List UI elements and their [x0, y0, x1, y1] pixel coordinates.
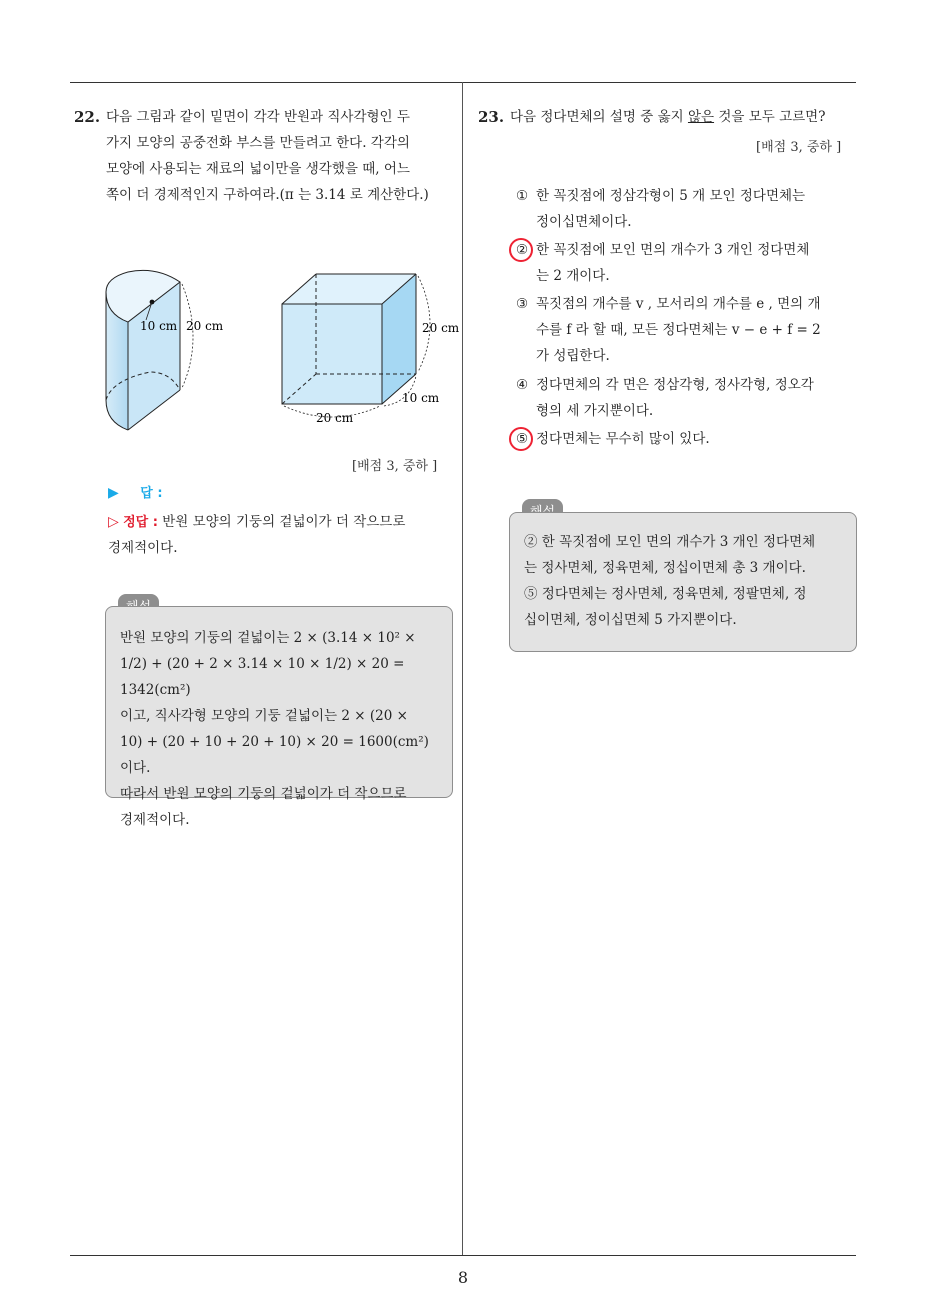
- q22-line: 다음 그림과 같이 밑면이 각각 반원과 직사각형인 두: [106, 109, 410, 125]
- choice-2: [510, 237, 860, 284]
- bottom-rule: [70, 1255, 856, 1256]
- q23-text-before: 다음 정다면체의 설명 중 옳지: [510, 109, 688, 125]
- q23-explanation-text: [524, 529, 846, 633]
- q22-line: 쪽이 더 경제적인지 구하여라.(π 는 3.14 로 계산한다.): [106, 187, 429, 203]
- q23-text-after: 것을 모두 고르면?: [714, 109, 826, 125]
- cylinder-radius-label: 10 cm: [140, 319, 178, 333]
- choice-line: 정다면체는 무수히 많이 있다.: [536, 431, 710, 447]
- half-cylinder-figure: [100, 262, 240, 432]
- box-width-label: 20 cm: [316, 411, 354, 425]
- explain-line: 10) + (20 + 10 + 20 + 10) × 20 = 1600(cm²) 이다.: [120, 734, 429, 776]
- choice-mark: ①: [515, 188, 529, 204]
- answer-label: 답 :: [140, 486, 163, 501]
- explain-line: 는 정사면체, 정육면체, 정십이면체 총 3 개이다.: [524, 560, 806, 576]
- q22-correct-answer: [108, 509, 458, 536]
- q22-number: 22.: [74, 108, 101, 126]
- choice-line: 정다면체의 각 면은 정삼각형, 정사각형, 정오각: [536, 377, 814, 393]
- correct-label: 정답 :: [123, 515, 158, 530]
- cylinder-height-label: 20 cm: [186, 319, 224, 333]
- selected-circle-icon: [509, 238, 533, 262]
- choice-4: [510, 372, 860, 419]
- choice-line: 형의 세 가지뿐이다.: [536, 403, 654, 419]
- choice-mark: ⑤: [510, 426, 534, 452]
- choice-line: 정이십면체이다.: [536, 214, 632, 230]
- choice-line: 수를 f 라 할 때, 모든 정다면체는 v − e + f = 2: [536, 322, 821, 338]
- top-rule: [70, 82, 856, 83]
- q22-score: [배점 3, 중하 ]: [352, 459, 438, 474]
- explain-line: 십이면체, 정이십면체 5 가지뿐이다.: [524, 612, 737, 628]
- choice-5: [510, 426, 860, 452]
- q22-line: 모양에 사용되는 재료의 넓이만을 생각했을 때, 어느: [106, 161, 410, 177]
- column-divider: [462, 82, 463, 1255]
- choice-line: 가 성립한다.: [536, 348, 610, 364]
- page-number: 8: [457, 1268, 469, 1287]
- correct-text-cont: 경제적이다.: [108, 540, 178, 556]
- q22-answer-row: [108, 480, 163, 507]
- explain-line: 이고, 직사각형 모양의 기둥 겉넓이는 2 × (20 ×: [120, 708, 408, 724]
- choice-mark: ③: [515, 296, 529, 312]
- q22-explanation-text: [120, 625, 442, 833]
- q22-explanation-box: [105, 606, 453, 828]
- q23-text-underlined: 않은: [687, 109, 715, 125]
- explain-line: ⑤ 정다면체는 정사면체, 정육면체, 정팔면체, 정: [524, 586, 807, 602]
- explain-line: ② 한 꼭짓점에 모인 면의 개수가 3 개인 정다면체: [524, 534, 816, 550]
- rectangular-box-figure: [270, 264, 470, 434]
- explain-line: 1/2) + (20 + 2 × 3.14 × 10 × 1/2) × 20 = 1342(cm²): [120, 656, 405, 698]
- choice-line: 는 2 개이다.: [536, 268, 610, 284]
- choice-3: [510, 291, 860, 364]
- box-depth-label: 10 cm: [402, 391, 440, 405]
- q23-number: 23.: [478, 108, 505, 126]
- choice-line: 한 꼭짓점에 모인 면의 개수가 3 개인 정다면체: [536, 242, 810, 258]
- box-height-label: 20 cm: [422, 321, 460, 335]
- selected-circle-icon: [509, 427, 533, 451]
- choice-mark: ④: [515, 377, 529, 393]
- explain-line: 반원 모양의 기둥의 겉넓이는 2 × (3.14 × 10² ×: [120, 630, 416, 646]
- choice-1: [510, 183, 860, 230]
- choice-line: 꼭짓점의 개수를 v , 모서리의 개수를 e , 면의 개: [536, 296, 821, 312]
- q23-score: [배점 3, 중하 ]: [756, 140, 842, 155]
- q23-question-text: [510, 104, 860, 130]
- choice-line: 한 꼭짓점에 정삼각형이 5 개 모인 정다면체는: [536, 188, 806, 204]
- correct-text: 반원 모양의 기둥의 겉넓이가 더 작으므로: [162, 514, 406, 530]
- choice-mark: ②: [510, 237, 534, 263]
- q22-question-text: [106, 104, 456, 208]
- explain-line: 경제적이다.: [120, 812, 190, 828]
- play-icon: ▶: [108, 485, 119, 501]
- triangle-right-icon: ▷: [108, 514, 119, 530]
- explain-line: 따라서 반원 모양의 기둥의 겉넓이가 더 작으므로: [120, 786, 407, 802]
- q22-line: 가지 모양의 공중전화 부스를 만들려고 한다. 각각의: [106, 135, 410, 151]
- q23-explanation-box: [509, 512, 857, 652]
